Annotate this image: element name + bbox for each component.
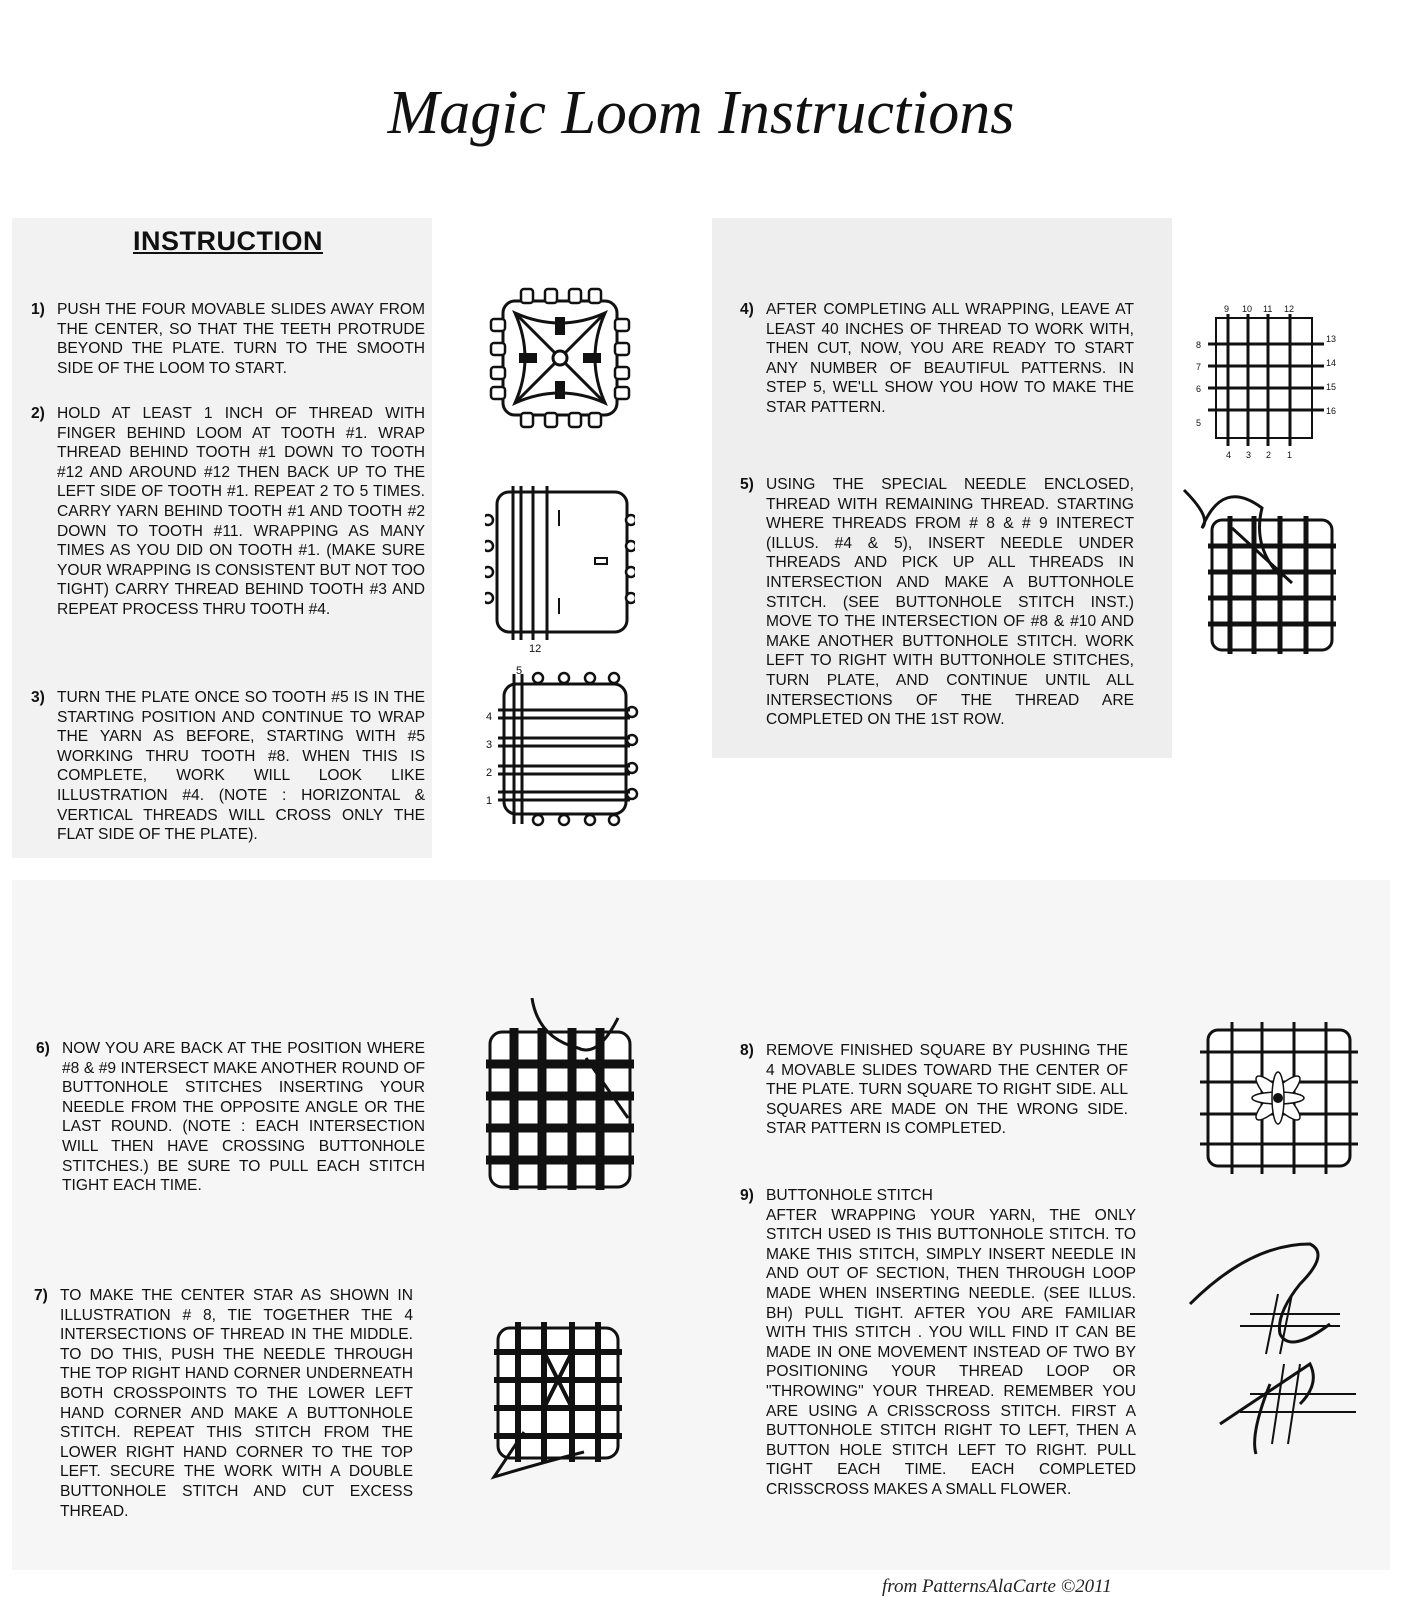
stitched-grid-illustration [468,998,648,1198]
tooth-label: 11 [1263,304,1273,314]
center-star-illustration [484,1312,634,1482]
tooth-label: 3 [486,739,493,751]
tooth-label: 13 [1326,334,1337,344]
step-4 [740,300,1134,418]
credit-text: from PatternsAlaCarte ©2011 [882,1576,1112,1597]
loom-plate-illustration [485,283,635,433]
step-9 [740,1186,1136,1500]
step-number: 5) [740,476,754,493]
tooth-label: 14 [1326,358,1337,368]
tooth-label: 7 [1196,362,1202,372]
step-text: PUSH THE FOUR MOVABLE SLIDES AWAY FROM THE CENTER, SO THAT THE TEETH PROTRUDE BEYOND THE PLATE. TURN TO THE SMOOTH SIDE OF THE LOOM TO START. [57,301,425,377]
step-6 [36,1039,425,1196]
tooth-label: 3 [1246,450,1252,460]
step-1 [31,300,425,378]
tooth-label: 2 [1266,450,1272,460]
tooth-label: 4 [486,711,493,723]
step-text: REMOVE FINISHED SQUARE BY PUSHING THE 4 MOVABLE SLIDES TOWARD THE CENTER OF THE PLATE. TURN SQUARE TO RIGHT SIDE. ALL SQUARES ARE MADE ON THE WRONG SIDE. STAR PATTERN IS COMPLETED. [766,1042,1128,1138]
step-number: 7) [34,1287,48,1304]
tooth-label: 5 [1196,418,1202,428]
step-8 [740,1041,1128,1139]
instruction-heading: INSTRUCTION [133,226,323,256]
tooth-label: 1 [1287,450,1293,460]
step-7 [34,1286,413,1521]
tooth-label: 2 [486,767,493,779]
step-2 [31,404,425,620]
step-text: AFTER WRAPPING YOUR YARN, THE ONLY STITCH USED IS THIS BUTTONHOLE STITCH. TO MAKE THIS STITCH, SIMPLY INSERT NEEDLE IN AND OUT OF SECTION, THEN THROUGH LOOP MADE WHEN INSERTING NEEDLE. (SEE ILLUS. BH) PULL TIGHT. AFTER YOU ARE FAMILIAR WITH THIS STITCH . YOU WILL FIND IT CAN BE MADE IN ONE MOVEMENT INSTEAD OF TWO BY POSITIONING YOUR THREAD LOOP OR "THROWING" YOUR THREAD. REMEMBER YOU ARE USING A CRISSCROSS STITCH. FIRST A BUTTONHOLE STITCH RIGHT TO LEFT, THEN A BUTTON HOLE STITCH LEFT TO RIGHT. PULL TIGHT EACH TIME. EACH COMPLETED CRISSCROSS MAKES A SMALL FLOWER. [766,1206,1136,1498]
tooth-label: 8 [1196,340,1202,350]
step-number: 8) [740,1042,754,1059]
step-subtitle: BUTTONHOLE STITCH [766,1187,933,1204]
tooth-label: 1 [486,795,493,807]
vertical-wrap-illustration [485,480,635,655]
tooth-label: 15 [1326,382,1337,392]
step-3 [31,688,425,845]
step-number: 2) [31,405,45,422]
page-title: Magic Loom Instructions [387,79,1015,147]
tooth-label: 16 [1326,406,1337,416]
step-number: 4) [740,301,754,318]
buttonhole-stitch-illustration [1180,1234,1360,1464]
step-number: 3) [31,689,45,706]
needle-grid-illustration [1182,488,1352,658]
tooth-label: 12 [529,643,542,655]
finished-square-illustration [1194,1012,1364,1182]
step-text: AFTER COMPLETING ALL WRAPPING, LEAVE AT LEAST 40 INCHES OF THREAD TO WORK WITH, THEN CUT, NOW, YOU ARE READY TO START ANY NUMBER OF BEAUTIFUL PATTERNS. IN STEP 5, WE'LL SHOW YOU HOW TO MAKE THE STAR PATTERN. [766,301,1134,416]
tooth-label: 10 [1242,304,1253,314]
numbered-grid-illustration [1186,300,1346,470]
tooth-label: 9 [1224,304,1230,314]
tooth-label: 6 [1196,384,1202,394]
step-number: 9) [740,1187,754,1204]
step-number: 6) [36,1040,50,1057]
step-text: USING THE SPECIAL NEEDLE ENCLOSED, THREAD WITH REMAINING THREAD. STARTING WHERE THREADS FROM # 8 & # 9 INTERECT (ILLUS. #4 & 5), INSERT NEEDLE UNDER THREADS AND PICK UP ALL THREADS IN INTERSECTION AND MAKE A BUTTONHOLE STITCH. (SEE BUTTONHOLE STITCH INST.) MOVE TO THE INTERSECTION OF #8 & #10 AND MAKE ANOTHER BUTTONHOLE STITCH. WORK LEFT TO RIGHT WITH BUTTONHOLE STITCHES, TURN PLATE, AND CONTINUE UNTIL ALL INTERSECTIONS OF THE THREAD ARE COMPLETED ON THE 1ST ROW. [766,476,1134,729]
step-5 [740,475,1134,730]
step-text: TURN THE PLATE ONCE SO TOOTH #5 IS IN THE STARTING POSITION AND CONTINUE TO WRAP THE YARN AS BEFORE, STARTING WITH #5 WORKING THRU TOOTH #8. WHEN THIS IS COMPLETE, WORK WILL LOOK LIKE ILLUSTRATION #4. (NOTE : HORIZONTAL & VERTICAL THREADS WILL CROSS ONLY THE FLAT SIDE OF THE PLATE). [57,689,425,844]
tooth-label: 5 [516,665,523,677]
step-number: 1) [31,301,45,318]
tooth-label: 12 [1284,304,1295,314]
step-text: HOLD AT LEAST 1 INCH OF THREAD WITH FINGER BEHIND LOOM AT TOOTH #1. WRAP THREAD BEHIND TOOTH #1 DOWN TO TOOTH #12 AND AROUND #12 THEN BACK UP TO THE LEFT SIDE OF TOOTH #1. REPEAT 2 TO 5 TIMES. CARRY YARN BEHIND TOOTH #1 AND TOOTH #2 DOWN TO TOOTH #11. WRAPPING AS MANY TIMES AS YOU DID ON TOOTH #1. (MAKE SURE YOUR WRAPPING IS CONSISTENT BUT NOT TOO TIGHT) CARRY THREAD BEHIND TOOTH #3 AND REPEAT PROCESS THRU TOOTH #4. [57,405,425,618]
step-text: TO MAKE THE CENTER STAR AS SHOWN IN ILLUSTRATION # 8, TIE TOGETHER THE 4 INTERSECTIONS OF THREAD IN THE MIDDLE. TO DO THIS, PUSH THE NEEDLE THROUGH THE TOP RIGHT HAND CORNER UNDERNEATH BOTH CROSSPOINTS TO THE LOWER LEFT HAND CORNER AND MAKE A BUTTONHOLE STITCH. REPEAT THIS STITCH FROM THE LOWER RIGHT HAND CORNER TO THE TOP LEFT. SECURE THE WORK WITH A DOUBLE BUTTONHOLE STITCH AND CUT EXCESS THREAD. [60,1287,413,1520]
tooth-label: 4 [1226,450,1232,460]
horizontal-wrap-illustration [480,664,640,834]
step-text: NOW YOU ARE BACK AT THE POSITION WHERE #8 & #9 INTERSECT MAKE ANOTHER ROUND OF BUTTONHOLE STITCHES INSERTING YOUR NEEDLE FROM THE OPPOSITE ANGLE OR THE LAST ROUND. (NOTE : EACH INTERSECTION WILL THEN HAVE CROSSING BUTTONHOLE STITCHES.) BE SURE TO PULL EACH STITCH TIGHT EACH TIME. [62,1040,425,1195]
